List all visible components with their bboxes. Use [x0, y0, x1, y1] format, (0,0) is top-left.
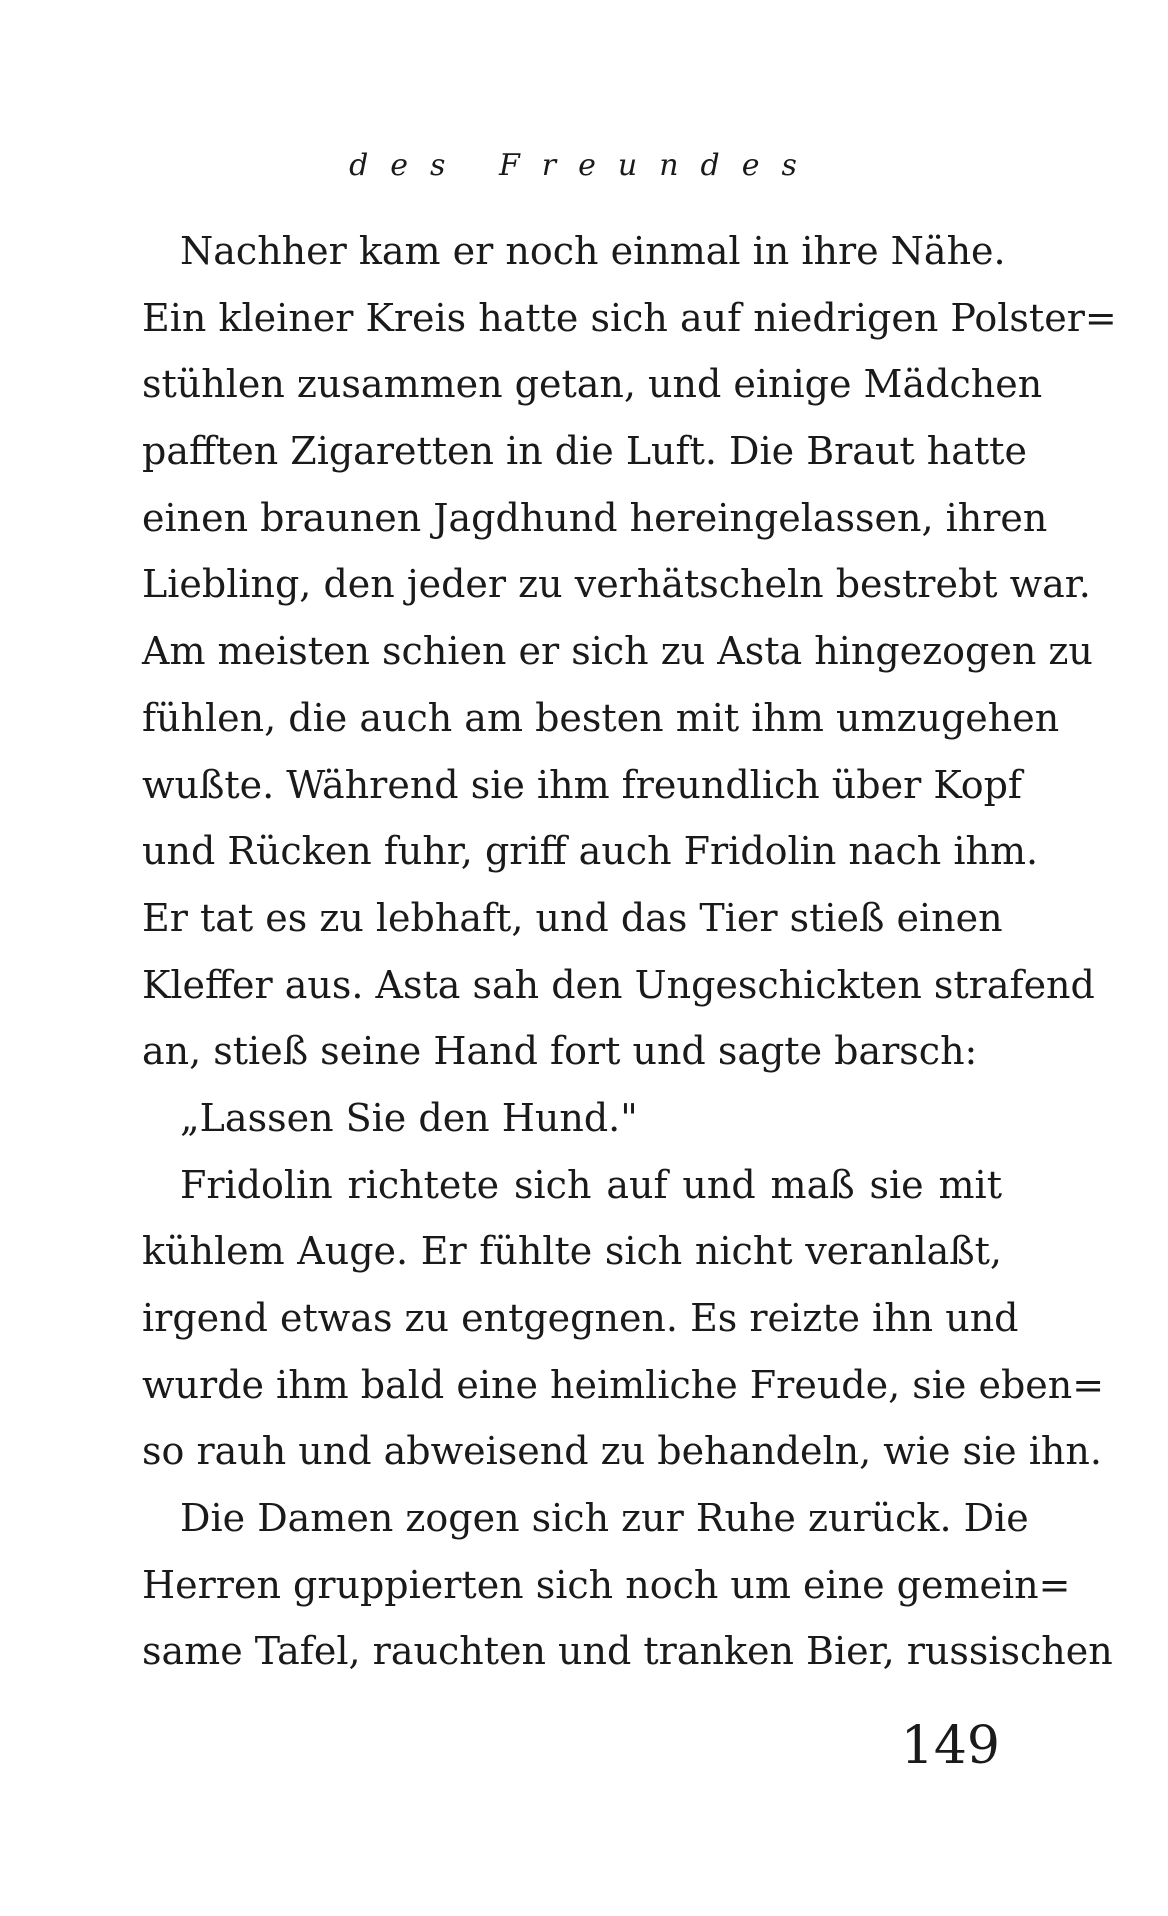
- text-line: Fridolin richtete sich auf und maß sie mit: [180, 1162, 1002, 1207]
- text-line: same Tafel, rauchten und tranken Bier, russischen: [142, 1629, 1113, 1674]
- text-line: Am meisten schien er sich zu Asta hingezogen zu: [142, 629, 1093, 674]
- text-line: stühlen zusammen getan, und einige Mädchen: [142, 362, 1043, 407]
- text-line: irgend etwas zu entgegnen. Es reizte ihn und: [142, 1296, 1019, 1340]
- text-line: wurde ihm bald eine heimliche Freude, sie eben=: [142, 1362, 1105, 1407]
- text-line: wußte. Während sie ihm freundlich über Kopf: [142, 762, 1022, 807]
- text-line: fühlen, die auch am besten mit ihm umzugehen: [142, 695, 1060, 740]
- body-text: [142, 218, 1117, 1685]
- text-line: Kleffer aus. Asta sah den Ungeschickten strafend: [142, 962, 1095, 1007]
- text-line: an, stieß seine Hand fort und sagte barsch:: [142, 1029, 978, 1074]
- text-line: Er tat es zu lebhaft, und das Tier stieß einen: [142, 895, 1003, 940]
- text-line: Herren gruppierten sich noch um eine gemein=: [142, 1562, 1071, 1607]
- text-line: „Lassen Sie den Hund.": [180, 1095, 638, 1140]
- page-number: 149: [900, 1716, 1000, 1776]
- text-line: Ein kleiner Kreis hatte sich auf niedrigen Polster=: [142, 295, 1117, 340]
- text-line: kühlem Auge. Er fühlte sich nicht veranlaßt,: [142, 1229, 1002, 1274]
- running-header: des Freundes: [349, 148, 819, 183]
- text-line: Die Damen zogen sich zur Ruhe zurück. Die: [180, 1496, 1029, 1541]
- text-line: Nachher kam er noch einmal in ihre Nähe.: [180, 229, 1006, 273]
- text-line: einen braunen Jagdhund hereingelassen, ihren: [142, 495, 1048, 540]
- text-line: so rauh und abweisend zu behandeln, wie sie ihn.: [142, 1429, 1102, 1474]
- text-line: pafften Zigaretten in die Luft. Die Braut hatte: [142, 429, 1027, 474]
- text-line: Liebling, den jeder zu verhätscheln bestrebt war.: [142, 562, 1091, 607]
- text-line: und Rücken fuhr, griff auch Fridolin nach ihm.: [142, 829, 1039, 874]
